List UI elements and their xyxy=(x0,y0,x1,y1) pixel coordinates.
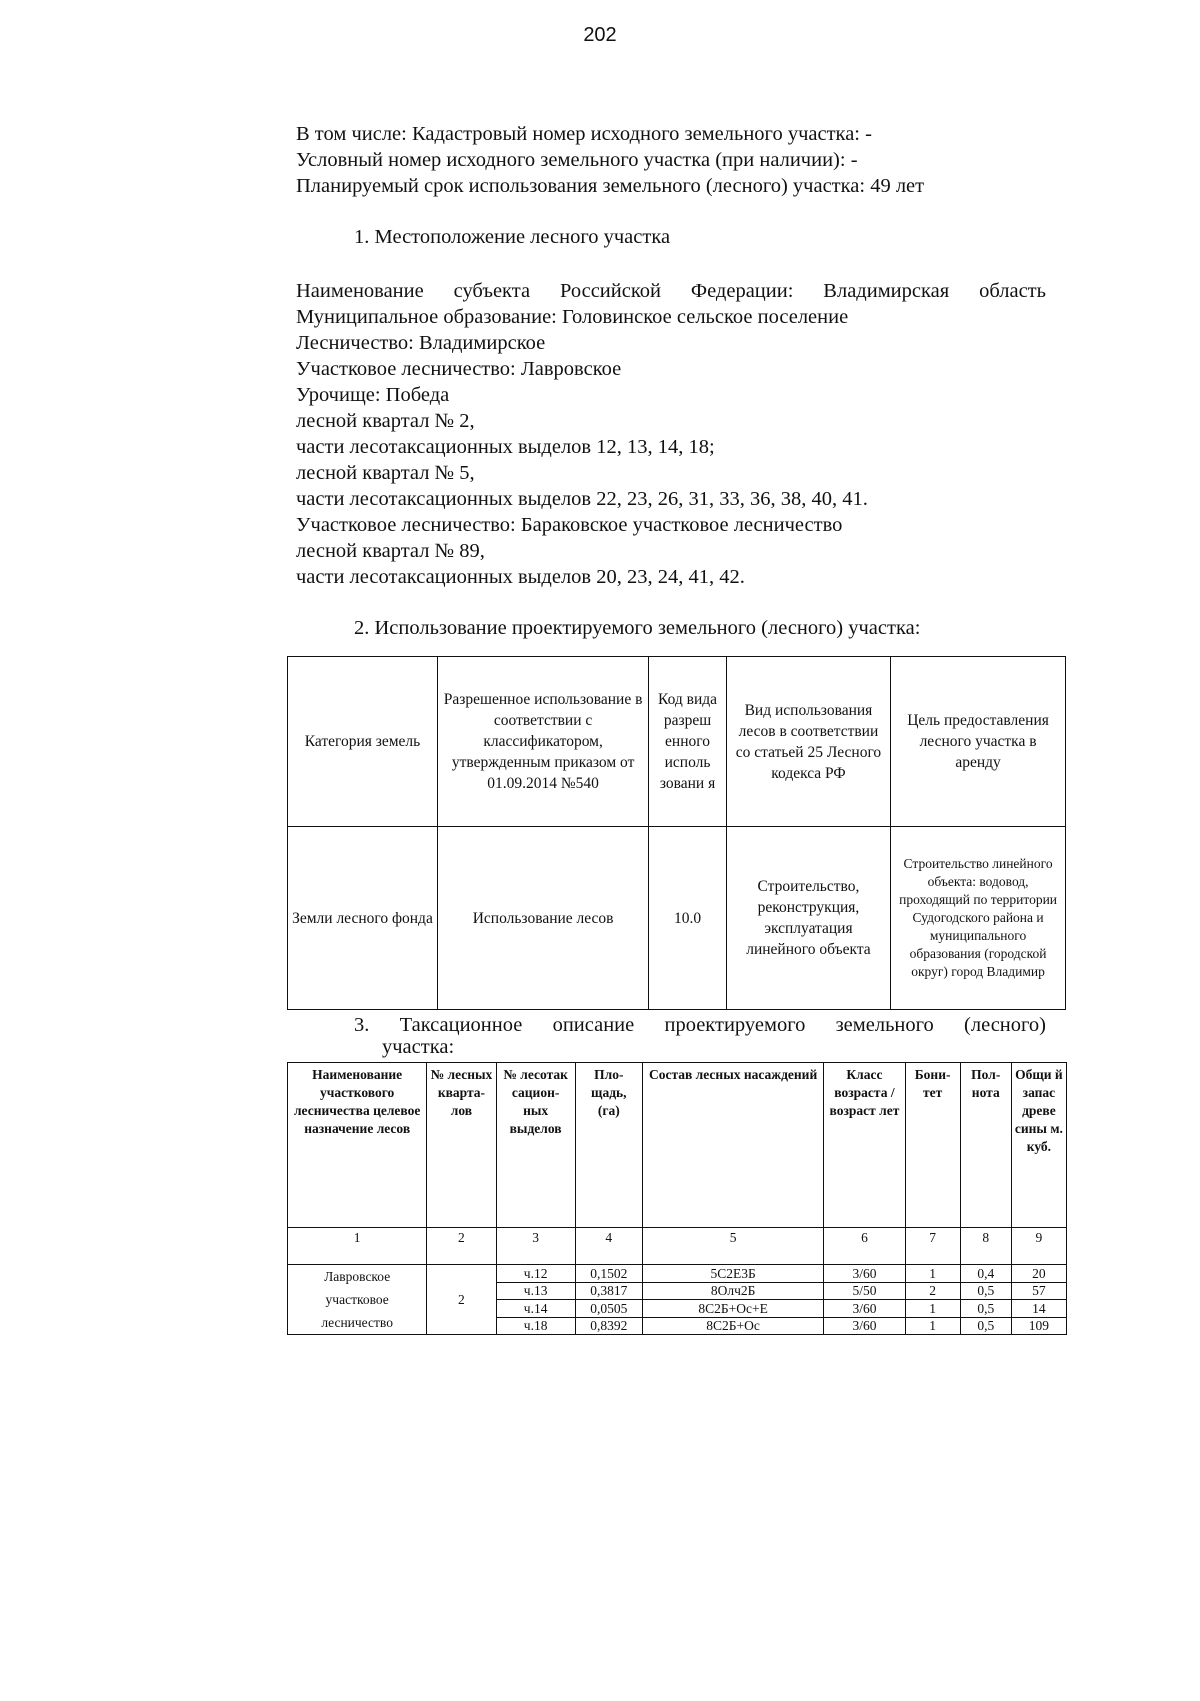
tax-cell-age-class: 3/60 xyxy=(824,1300,905,1318)
tax-header-cell: Состав лесных насаждений xyxy=(642,1063,823,1228)
tax-column-number: 4 xyxy=(575,1228,642,1265)
location-line: части лесотаксационных выделов 20, 23, 24, 41, 42. xyxy=(296,566,745,588)
tax-cell-forestry: Лавровское участковое лесничество xyxy=(288,1265,427,1335)
location-line: Участковое лесничество: Лавровское xyxy=(296,358,622,380)
tax-cell-allotment: ч.13 xyxy=(496,1282,575,1300)
tax-column-number: 5 xyxy=(642,1228,823,1265)
tax-column-number: 3 xyxy=(496,1228,575,1265)
section2-heading: 2. Использование проектируемого земельного (лесного) участка: xyxy=(354,617,921,639)
usage-header-cell: Цель предоставления лесного участка в аренду xyxy=(891,657,1066,827)
usage-header-cell: Разрешенное использование в соответствии с классификатором, утвержденным приказом от 01.09.2014 №540 xyxy=(437,657,648,827)
location-line: лесной квартал № 5, xyxy=(296,462,475,484)
tax-cell-quarter: 2 xyxy=(427,1265,496,1335)
tax-column-number: 9 xyxy=(1011,1228,1066,1265)
tax-cell-bonitet: 1 xyxy=(905,1300,960,1318)
tax-data-row xyxy=(288,1265,1067,1283)
page-number: 202 xyxy=(583,24,617,46)
taxation-table xyxy=(287,1062,1067,1335)
tax-number-row xyxy=(288,1228,1067,1265)
location-line: части лесотаксационных выделов 12, 13, 14, 18; xyxy=(296,436,715,458)
tax-header-cell: Бони-тет xyxy=(905,1063,960,1228)
tax-cell-density: 0,5 xyxy=(960,1317,1011,1335)
tax-cell-bonitet: 1 xyxy=(905,1265,960,1283)
usage-cell-category: Земли лесного фонда xyxy=(288,827,438,1010)
tax-cell-area: 0,3817 xyxy=(575,1282,642,1300)
usage-cell-purpose: Строительство линейного объекта: водовод, проходящий по территории Судогодского района и муниципального образования (городской округ) город Владимир xyxy=(891,827,1066,1010)
intro-conditional-line: Условный номер исходного земельного участка (при наличии): - xyxy=(296,149,858,171)
location-line: лесной квартал № 2, xyxy=(296,410,475,432)
tax-cell-composition: 5С2Е3Б xyxy=(642,1265,823,1283)
location-line: Лесничество: Владимирское xyxy=(296,332,546,354)
usage-table xyxy=(287,656,1066,1010)
usage-cell-kind: Строительство, реконструкция, эксплуатация линейного объекта xyxy=(726,827,890,1010)
tax-cell-stock: 14 xyxy=(1011,1300,1066,1318)
tax-cell-area: 0,1502 xyxy=(575,1265,642,1283)
tax-cell-area: 0,8392 xyxy=(575,1317,642,1335)
tax-header-cell: Класс возраста /возраст лет xyxy=(824,1063,905,1228)
tax-header-cell: № лесных кварта-лов xyxy=(427,1063,496,1228)
tax-column-number: 1 xyxy=(288,1228,427,1265)
tax-cell-bonitet: 2 xyxy=(905,1282,960,1300)
location-line: Участковое лесничество: Бараковское участковое лесничество xyxy=(296,514,843,536)
subject-line: Наименование субъекта Российской Федерации: Владимирская область xyxy=(296,280,1046,302)
location-line: Муниципальное образование: Головинское сельское поселение xyxy=(296,306,849,328)
tax-cell-density: 0,5 xyxy=(960,1282,1011,1300)
tax-cell-stock: 57 xyxy=(1011,1282,1066,1300)
tax-column-number: 2 xyxy=(427,1228,496,1265)
tax-cell-allotment: ч.14 xyxy=(496,1300,575,1318)
section3-heading: 3. Таксационное описание проектируемого земельного (лесного) xyxy=(354,1014,1046,1036)
location-line: лесной квартал № 89, xyxy=(296,540,485,562)
section3-heading-cont: участка: xyxy=(382,1036,455,1058)
tax-cell-stock: 20 xyxy=(1011,1265,1066,1283)
tax-cell-bonitet: 1 xyxy=(905,1317,960,1335)
tax-header-cell: Пло-щадь, (га) xyxy=(575,1063,642,1228)
usage-cell-code: 10.0 xyxy=(649,827,727,1010)
section1-heading: 1. Местоположение лесного участка xyxy=(354,226,671,248)
usage-cell-permitted: Использование лесов xyxy=(437,827,648,1010)
tax-header-cell: Общи й запас древе сины м. куб. xyxy=(1011,1063,1066,1228)
tax-header-cell: Наименование участкового лесничества целевое назначение лесов xyxy=(288,1063,427,1228)
usage-header-cell: Категория земель xyxy=(288,657,438,827)
tax-cell-age-class: 3/60 xyxy=(824,1265,905,1283)
tax-cell-allotment: ч.18 xyxy=(496,1317,575,1335)
location-line: части лесотаксационных выделов 22, 23, 26, 31, 33, 36, 38, 40, 41. xyxy=(296,488,868,510)
tax-cell-composition: 8С2Б+Ос xyxy=(642,1317,823,1335)
tax-column-number: 7 xyxy=(905,1228,960,1265)
usage-data-row xyxy=(288,827,1066,1010)
tax-cell-age-class: 5/50 xyxy=(824,1282,905,1300)
tax-header-cell: Пол-нота xyxy=(960,1063,1011,1228)
tax-cell-age-class: 3/60 xyxy=(824,1317,905,1335)
usage-header-cell: Код вида разреш енного исполь зовани я xyxy=(649,657,727,827)
tax-cell-density: 0,5 xyxy=(960,1300,1011,1318)
tax-cell-allotment: ч.12 xyxy=(496,1265,575,1283)
tax-cell-stock: 109 xyxy=(1011,1317,1066,1335)
tax-cell-composition: 8Олч2Б xyxy=(642,1282,823,1300)
location-line: Урочище: Победа xyxy=(296,384,450,406)
tax-column-number: 6 xyxy=(824,1228,905,1265)
tax-column-number: 8 xyxy=(960,1228,1011,1265)
tax-header-cell: № лесотак сацион-ных выделов xyxy=(496,1063,575,1228)
intro-term-line: Планируемый срок использования земельного (лесного) участка: 49 лет xyxy=(296,175,925,197)
usage-header-cell: Вид использования лесов в соответствии со статьей 25 Лесного кодекса РФ xyxy=(726,657,890,827)
tax-cell-density: 0,4 xyxy=(960,1265,1011,1283)
usage-header-row xyxy=(288,657,1066,827)
tax-header-row xyxy=(288,1063,1067,1228)
tax-cell-composition: 8С2Б+Ос+Е xyxy=(642,1300,823,1318)
intro-cadastral-line: В том числе: Кадастровый номер исходного земельного участка: - xyxy=(296,123,872,145)
tax-cell-area: 0,0505 xyxy=(575,1300,642,1318)
